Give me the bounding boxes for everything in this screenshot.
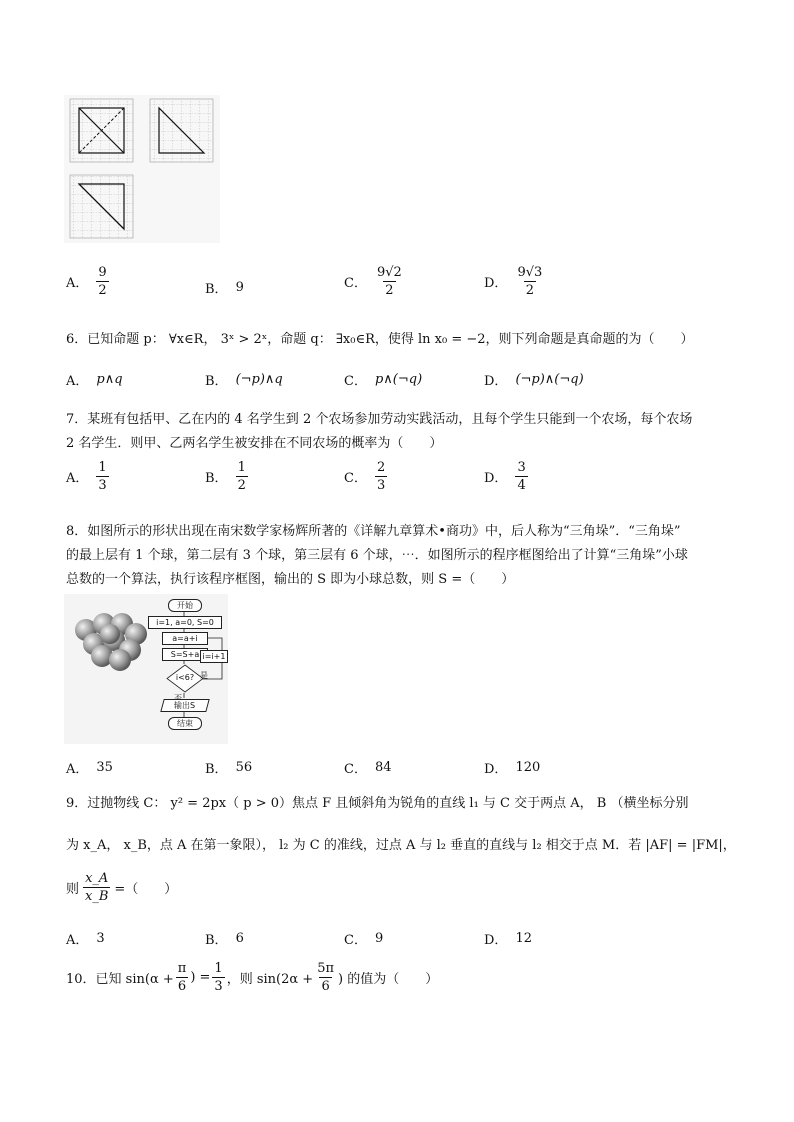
q6-option-a[interactable]: A． p∧q <box>66 372 123 389</box>
q10-frac-5pi-6: $\frac{5\pi}{6}$ <box>317 961 335 994</box>
q9-stem-line3: 则 $\frac{x\_A}{x\_B}$ =（ ） <box>66 871 178 904</box>
three-view-svg <box>64 95 220 243</box>
q5-c-frac: $\frac{9√2}{2}$ <box>376 265 402 298</box>
q5-option-b[interactable]: B． 9 <box>205 280 244 297</box>
q8-option-c[interactable]: C． 84 <box>344 760 392 777</box>
flow-init: i=1, a=0, S=0 <box>148 616 222 629</box>
q9-stem-line1: 9．过抛物线 C： y² = 2px（ p > 0）焦点 F 且倾斜角为锐角的直线 l₁ 与 C 交于两点 A， B （横坐标分别 <box>66 796 689 811</box>
q5-a-frac: $\frac{9}{2}$ <box>98 265 107 298</box>
q7-d-frac: $\frac{3}{4}$ <box>517 460 526 493</box>
q6-option-c[interactable]: C． p∧(¬q) <box>344 372 423 389</box>
q8-stem-line2: 的最上层有 1 个球，第二层有 3 个球，第三层有 6 个球，⋯．如图所示的程序框图给出了计算“三角垛”小球 <box>66 548 688 563</box>
flow-step-a: a=a+i <box>162 632 208 645</box>
flow-cond: i<6? <box>175 673 195 682</box>
q7-option-b[interactable]: B． $\frac{1}{2}$ <box>205 460 246 493</box>
three-view-figure <box>64 95 220 243</box>
q8-option-d[interactable]: D． 120 <box>484 760 541 777</box>
q6-option-b[interactable]: B． (¬p)∧q <box>205 372 283 389</box>
q9-option-a[interactable]: A． 3 <box>66 931 105 948</box>
flow-step-s: S=S+a <box>162 648 208 661</box>
q7-option-a[interactable]: A． $\frac{1}{3}$ <box>66 460 107 493</box>
q10-frac-pi-6: $\frac{\pi}{6}$ <box>177 961 187 994</box>
q7-option-c[interactable]: C． $\frac{2}{3}$ <box>344 460 386 493</box>
q10-frac-1-3: $\frac{1}{3}$ <box>214 961 223 994</box>
q5-option-d[interactable]: D． $\frac{9√3}{2}$ <box>484 265 543 298</box>
q7-a-frac: $\frac{1}{3}$ <box>98 460 107 493</box>
q9-option-c[interactable]: C． 9 <box>344 931 384 948</box>
flow-end: 结束 <box>168 717 202 730</box>
flow-start: 开始 <box>168 599 202 612</box>
q8-stem-line1: 8．如图所示的形状出现在南宋数学家杨辉所著的《详解九章算术•商功》中，后人称为“三角垛”．“三角垛” <box>66 524 681 539</box>
q7-b-frac: $\frac{1}{2}$ <box>237 460 246 493</box>
q9-option-d[interactable]: D． 12 <box>484 931 532 948</box>
flow-yes: 是 <box>200 671 208 680</box>
q8-option-a[interactable]: A． 35 <box>66 760 113 777</box>
q5-d-frac: $\frac{9√3}{2}$ <box>517 265 543 298</box>
q8-figure <box>64 594 228 744</box>
q8-option-b[interactable]: B． 56 <box>205 760 253 777</box>
q6-option-d[interactable]: D． (¬p)∧(¬q) <box>484 372 584 389</box>
q9-ratio-frac: $\frac{x\_A}{x\_B}$ <box>85 871 109 904</box>
q7-stem-line2: 2 名学生．则甲、乙两名学生被安排在不同农场的概率为（ ） <box>66 436 443 451</box>
q5-option-c[interactable]: C． $\frac{9√2}{2}$ <box>344 265 402 298</box>
flow-incr: i=i+1 <box>200 650 228 663</box>
flow-output: 输出S <box>160 699 209 712</box>
q6-stem: 6．已知命题 p： ∀x∈R， 3ˣ > 2ˣ，命题 q： ∃x₀∈R，使得 ln x₀ = −2，则下列命题是真命题的为（ ） <box>66 332 694 347</box>
q7-option-d[interactable]: D． $\frac{3}{4}$ <box>484 460 526 493</box>
q10-stem: 10．已知 sin(α + $\frac{\pi}{6}$ ) = $\frac{1}{3}$ ，则 sin(2α + $\frac{5\pi}{6}$ ) 的值为（ ） <box>66 961 439 994</box>
q8-stem-line3: 总数的一个算法，执行该程序框图，输出的 S 即为小球总数，则 S =（ ） <box>66 572 515 587</box>
q7-stem-line1: 7．某班有包括甲、乙在内的 4 名学生到 2 个农场参加劳动实践活动，且每个学生只能到一个农场，每个农场 <box>66 412 693 427</box>
q5-option-a[interactable]: A． $\frac{9}{2}$ <box>66 265 107 298</box>
q9-stem-line2: 为 x_A， x_B，点 A 在第一象限）， l₂ 为 C 的准线，过点 A 与 l₂ 垂直的直线与 l₂ 相交于点 M．若 |AF| = |FM|， <box>66 838 736 853</box>
q9-option-b[interactable]: B． 6 <box>205 931 244 948</box>
q7-c-frac: $\frac{2}{3}$ <box>376 460 386 493</box>
